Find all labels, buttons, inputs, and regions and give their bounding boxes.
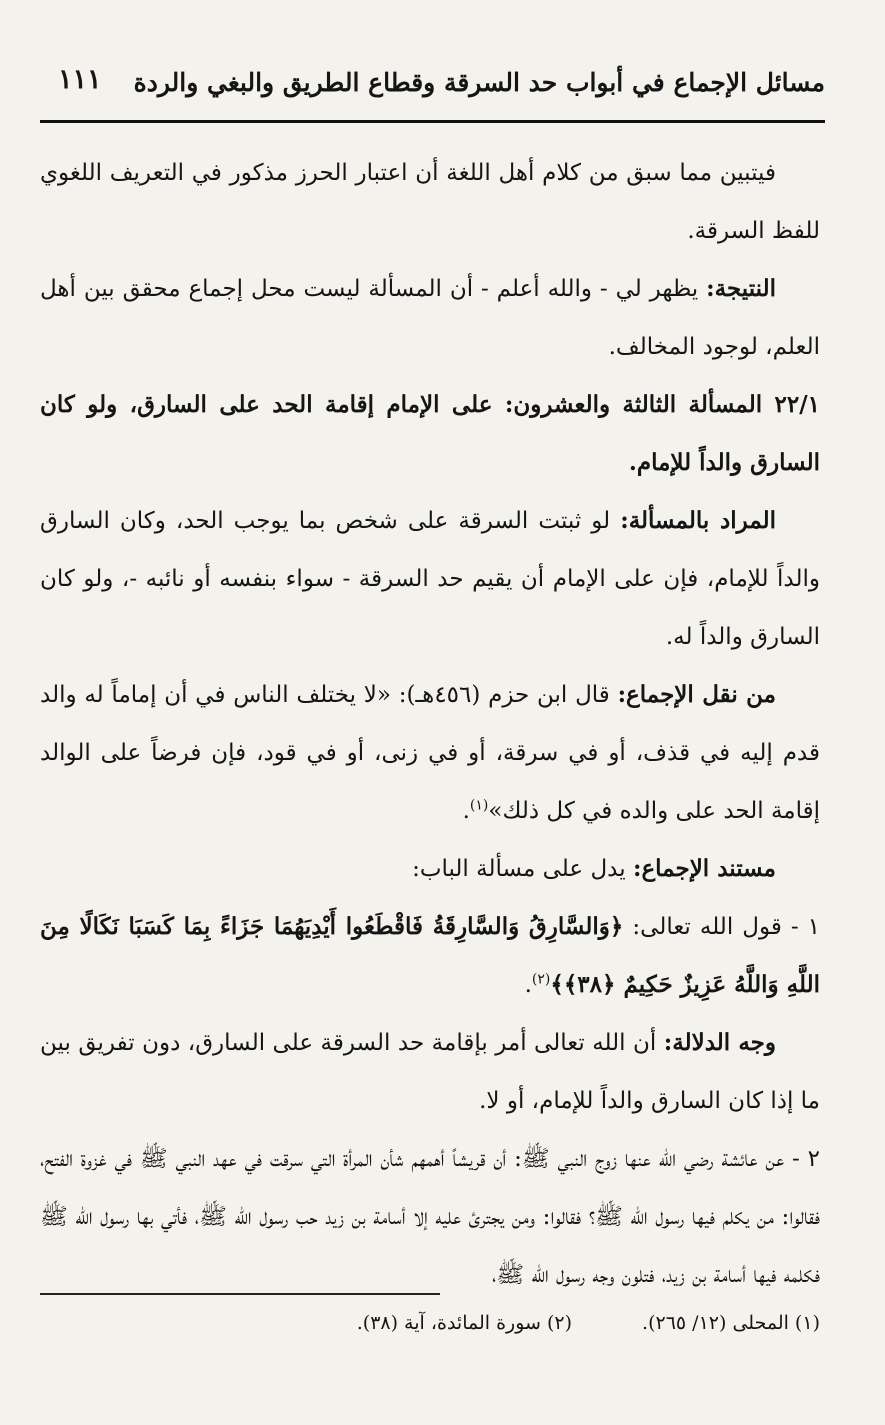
paragraph-transmission: من نقل الإجماع: قال ابن حزم (٤٥٦هـ): «لا يختلف الناس في أن إماماً له والد قدم إليه في قذف، أو في سرقة، أو في زنى، أو في قود، فإن فرضاً على الوالد إقامة الحد على والده في كل ذلك»$^{(١)}$.	[40, 681, 820, 824]
support-label: مستند الإجماع:	[632, 855, 776, 882]
paragraph-hadith: ٢ - عن عائشة رضي الله عنها زوج النبي ﷺ: أن قريشاً أهمهم شأن المرأة التي سرقت في عهد النبي ﷺ في غزوة الفتح، فقالوا: من يكلم فيها رسول الله ﷺ؟ فقالوا: ومن يجترئ عليه إلا أسامة بن زيد حب رسول الله ﷺ، فأتي بها رسول الله ﷺ فكلمه فيها أسامة بن زيد، فتلون وجه رسول الله ﷺ،	[40, 1146, 820, 1288]
paragraph-verse: ١ - قول الله تعالى: ﴿وَالسَّارِقُ وَالسَّارِقَةُ فَاقْطَعُوا أَيْدِيَهُمَا جَزَاءً بِمَا كَسَبَا نَكَالًا مِنَ اللَّهِ وَاللَّهُ عَزِيزٌ حَكِيمٌ ﴿٣٨﴾﴾$^{(٢)}$.	[40, 913, 820, 998]
paragraph-conclusion: فيتبين مما سبق من كلام أهل اللغة أن اعتبار الحرز مذكور في التعريف اللغوي للفظ السرقة.	[40, 160, 820, 244]
result-label: النتيجة:	[706, 275, 776, 302]
main-text	[40, 144, 820, 1304]
support-text: يدل على مسألة الباب:	[412, 856, 626, 882]
paragraph-evidence	[40, 1014, 820, 1130]
paragraph-meaning	[40, 492, 820, 666]
footnotes	[40, 1312, 820, 1334]
evidence-label: وجه الدلالة:	[663, 1029, 776, 1056]
result-text: يظهر لي - والله أعلم - أن المسألة ليست محل إجماع محقق بين أهل العلم، لوجود المخالف.	[40, 276, 820, 360]
quran-verse: ﴿وَالسَّارِقُ وَالسَّارِقَةُ فَاقْطَعُوا أَيْدِيَهُمَا جَزَاءً بِمَا كَسَبَا نَكَالًا مِنَ اللَّهِ وَاللَّهُ عَزِيزٌ حَكِيمٌ ﴿٣٨﴾﴾	[40, 913, 820, 998]
page-number: ١١١	[58, 64, 102, 95]
footnote-1: (١) المحلى (١٢/ ٢٦٥).	[642, 1312, 820, 1334]
page-header	[40, 62, 825, 123]
meaning-label: المراد بالمسألة:	[620, 507, 777, 534]
verse-intro: ١ - قول الله تعالى:	[632, 914, 820, 940]
transmission-text: قال ابن حزم (٤٥٦هـ): «لا يختلف الناس في أن إماماً له والد قدم إليه في قذف، أو في سرقة، أو في زنى، أو في قود، فإن فرضاً على الوالد إقامة الحد على والده في كل ذلك»	[40, 682, 820, 824]
transmission-label: من نقل الإجماع:	[617, 681, 777, 708]
footnote-divider	[40, 1293, 440, 1295]
footnote-ref-1[interactable]: (١)	[469, 797, 489, 814]
footnote-2: (٢) سورة المائدة، آية (٣٨).	[356, 1312, 573, 1334]
running-title: مسائل الإجماع في أبواب حد السرقة وقطاع الطريق والبغي والردة	[133, 68, 825, 97]
issue-heading: ٢٢/١ المسألة الثالثة والعشرون: على الإمام إقامة الحد على السارق، ولو كان السارق والداً للإمام.	[40, 391, 820, 476]
meaning-text: لو ثبتت السرقة على شخص بما يوجب الحد، وكان السارق والداً للإمام، فإن على الإمام أن يقيم حد السرقة - سواء بنفسه أو نائبه -، ولو كان السارق والداً له.	[40, 508, 820, 650]
footnote-ref-2[interactable]: (٢)	[531, 971, 551, 988]
paragraph-result	[40, 260, 820, 376]
evidence-text: أن الله تعالى أمر بإقامة حد السرقة على السارق، دون تفريق بين ما إذا كان السارق والداً للإمام، أو لا.	[40, 1030, 820, 1114]
paragraph-support	[40, 840, 820, 898]
